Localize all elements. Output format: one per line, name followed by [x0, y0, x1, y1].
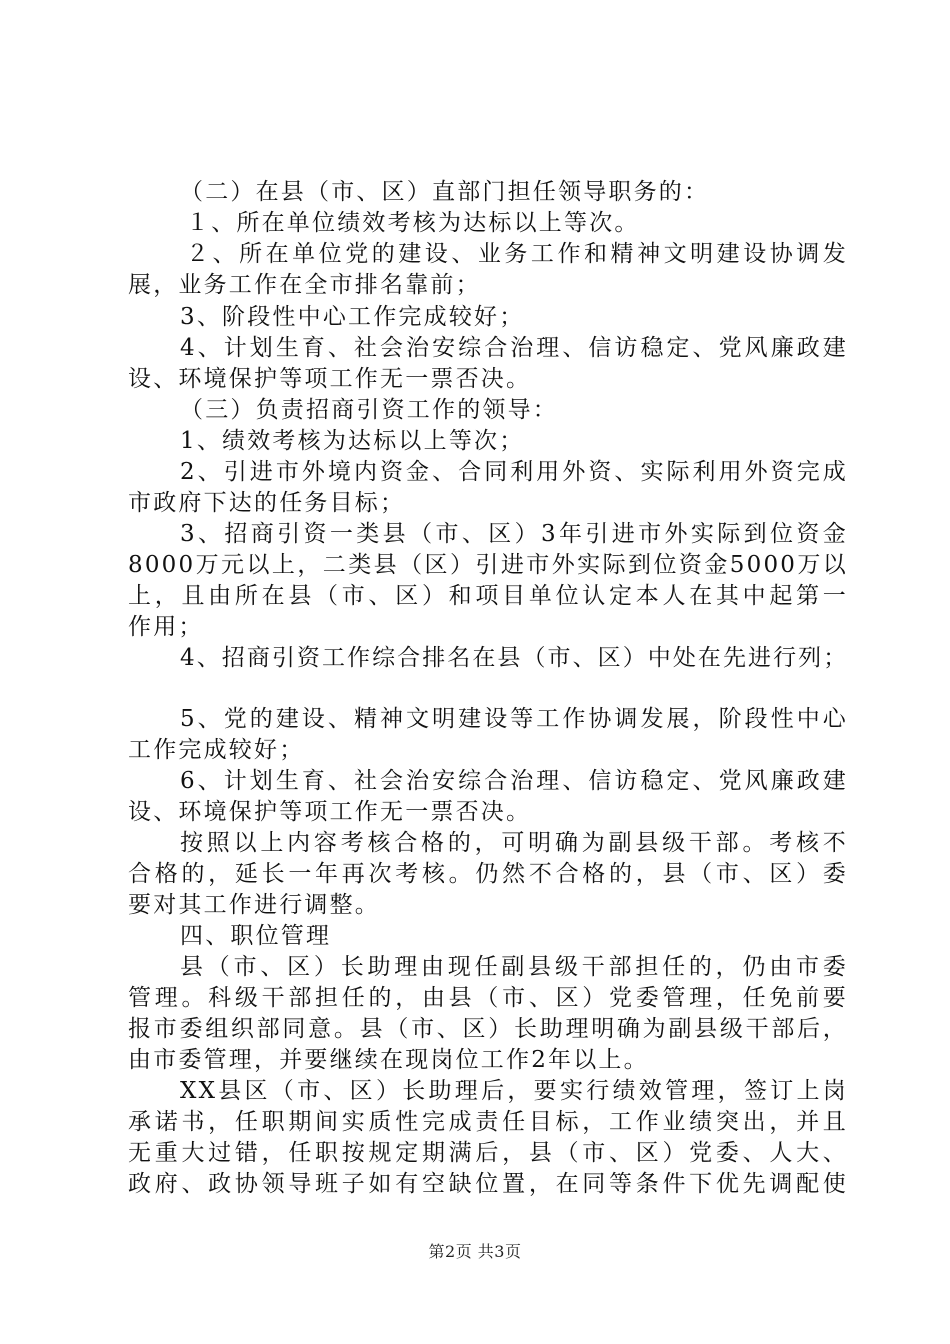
- text-line: 设、环境保护等项工作无一票否决。: [128, 799, 532, 825]
- text-line: 3、招商引资一类县（市、区）3年引进市外实际到位资金: [180, 521, 848, 547]
- text-line: 由市委管理，并要继续在现岗位工作2年以上。: [128, 1047, 649, 1073]
- text-line: 承诺书，任职期间实质性完成责任目标，工作业绩突出，并且: [128, 1109, 848, 1135]
- text-line: 要对其工作进行调整。: [128, 892, 380, 918]
- text-line: 上，且由所在县（市、区）和项目单位认定本人在其中起第一: [128, 583, 848, 609]
- text-line: 市政府下达的任务目标；: [128, 490, 406, 516]
- text-line: 4、招商引资工作综合排名在县（市、区）中处在先进行列；: [180, 645, 848, 671]
- text-line: 无重大过错，任职按规定期满后，县（市、区）党委、人大、: [128, 1140, 848, 1166]
- text-line: 作用；: [128, 614, 204, 640]
- text-line: 1、绩效考核为达标以上等次；: [180, 428, 525, 454]
- page-footer: 第2页 共3页: [428, 1242, 522, 1261]
- text-line: １、所在单位绩效考核为达标以上等次。: [186, 210, 640, 236]
- text-line: 县（市、区）长助理由现任副县级干部担任的，仍由市委: [180, 954, 848, 980]
- text-line: 设、环境保护等项工作无一票否决。: [128, 366, 532, 392]
- text-line: 5、党的建设、精神文明建设等工作协调发展，阶段性中心: [180, 706, 848, 732]
- text-line: 4、计划生育、社会治安综合治理、信访稳定、党风廉政建: [180, 335, 848, 361]
- text-line: （二）在县（市、区）直部门担任领导职务的：: [180, 179, 710, 205]
- text-line: 工作完成较好；: [128, 737, 305, 763]
- text-line: 报市委组织部同意。县（市、区）长助理明确为副县级干部后，: [128, 1016, 848, 1042]
- text-line: 6、计划生育、社会治安综合治理、信访稳定、党风廉政建: [180, 768, 848, 794]
- text-line: 政府、政协领导班子如有空缺位置，在同等条件下优先调配使: [128, 1171, 848, 1197]
- text-line: （三）负责招商引资工作的领导：: [180, 397, 558, 423]
- text-line: 合格的，延长一年再次考核。仍然不合格的，县（市、区）委: [128, 861, 848, 887]
- section-heading: 四、职位管理: [180, 923, 332, 949]
- text-line: 8000万元以上，二类县（区）引进市外实际到位资金5000万以: [128, 552, 848, 578]
- text-line: 按照以上内容考核合格的，可明确为副县级干部。考核不: [180, 830, 848, 856]
- text-line: ２、所在单位党的建设、业务工作和精神文明建设协调发: [186, 241, 848, 267]
- text-line: 展，业务工作在全市排名靠前；: [128, 272, 481, 298]
- text-line: 管理。科级干部担任的，由县（市、区）党委管理，任免前要: [128, 985, 848, 1011]
- text-line: XX县区（市、区）长助理后，要实行绩效管理，签订上岗: [180, 1078, 848, 1104]
- text-line: 2、引进市外境内资金、合同利用外资、实际利用外资完成: [180, 459, 848, 485]
- text-line: 3、阶段性中心工作完成较好；: [180, 304, 525, 330]
